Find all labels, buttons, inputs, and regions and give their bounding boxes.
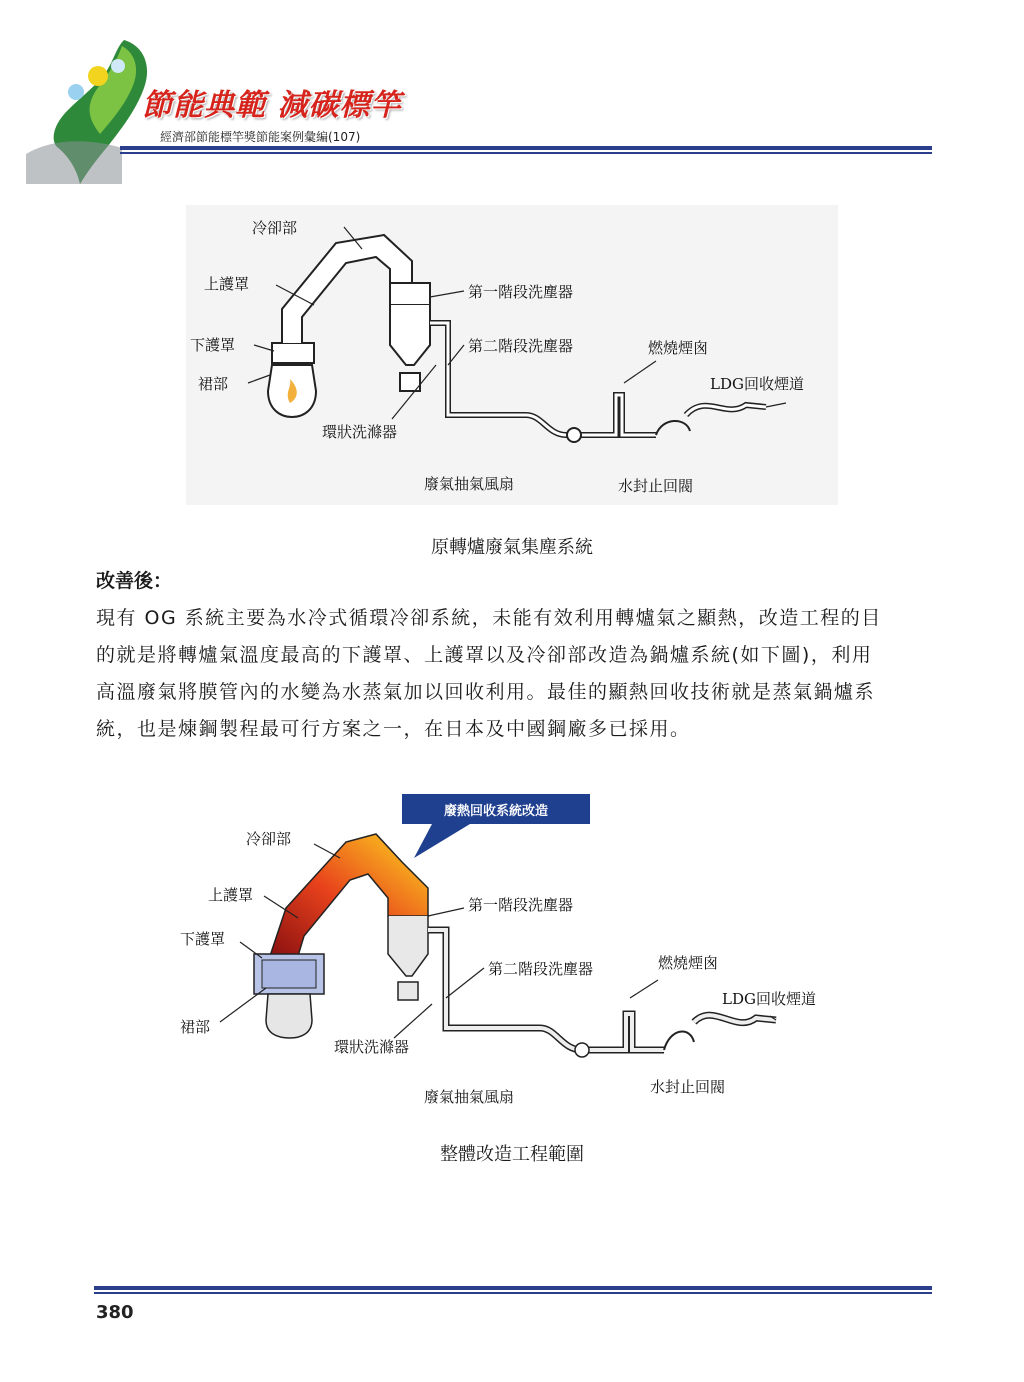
original-dust-collection-diagram [186,205,838,505]
section-heading: 改善後： [96,570,173,592]
label-first-scrubber: 第一階段洗塵器 [468,896,574,914]
brand-title: 節能典範 減碳標竿 [142,88,402,123]
label-flare-stack: 燃燒煙囪 [648,339,709,357]
label-ldg-duct: LDG回收煙道 [722,990,816,1008]
paragraph-line: 的就是將轉爐氣溫度最高的下護罩、上護罩以及冷卻部改造為鍋爐系統(如下圖)，利用 [96,644,873,666]
label-second-scrubber: 第二階段洗塵器 [488,960,594,978]
label-upper-hood: 上護罩 [208,886,254,904]
callout-label: 廢熱回收系統改造 [443,804,549,819]
label-cooling: 冷卻部 [252,219,298,237]
label-first-scrubber: 第一階段洗塵器 [468,283,574,301]
waste-heat-recovery-diagram [170,788,850,1118]
figure2-caption: 整體改造工程範圍 [440,1144,584,1165]
section-paragraph [96,600,932,748]
label-water-seal: 水封止回閥 [650,1078,726,1096]
paragraph-line: 高溫廢氣將膜管內的水變為水蒸氣加以回收利用。最佳的顯熱回收技術就是蒸氣鍋爐系 [96,681,876,703]
label-upper-hood: 上護罩 [204,275,250,293]
label-fan: 廢氣抽氣風扇 [424,1088,515,1106]
footer-rule-thin [94,1292,932,1294]
label-flare-stack: 燃燒煙囪 [658,954,719,972]
label-ring-scrubber: 環狀洗滌器 [322,423,398,441]
label-water-seal: 水封止回閥 [618,477,694,495]
label-cooling: 冷卻部 [246,830,292,848]
brand-subtitle: 經濟部節能標竿獎節能案例彙編(107) [160,130,361,144]
header-rule-thin [120,152,932,154]
label-skirt: 裙部 [198,375,229,393]
label-second-scrubber: 第二階段洗塵器 [468,337,574,355]
label-skirt: 裙部 [180,1018,211,1036]
page-number: 380 [96,1302,134,1323]
label-ldg-duct: LDG回收煙道 [710,375,804,393]
header-rule [120,146,932,150]
paragraph-line: 現有 OG 系統主要為水冷式循環冷卻系統，未能有效利用轉爐氣之顯熱，改造工程的目 [96,607,882,629]
footer-rule [94,1286,932,1290]
paragraph-line: 統，也是煉鋼製程最可行方案之一，在日本及中國鋼廠多已採用。 [96,718,691,740]
figure1-caption: 原轉爐廢氣集塵系統 [431,537,593,558]
label-ring-scrubber: 環狀洗滌器 [334,1038,410,1056]
label-lower-hood: 下護罩 [180,930,226,948]
label-fan: 廢氣抽氣風扇 [424,475,515,493]
label-lower-hood: 下護罩 [190,336,236,354]
